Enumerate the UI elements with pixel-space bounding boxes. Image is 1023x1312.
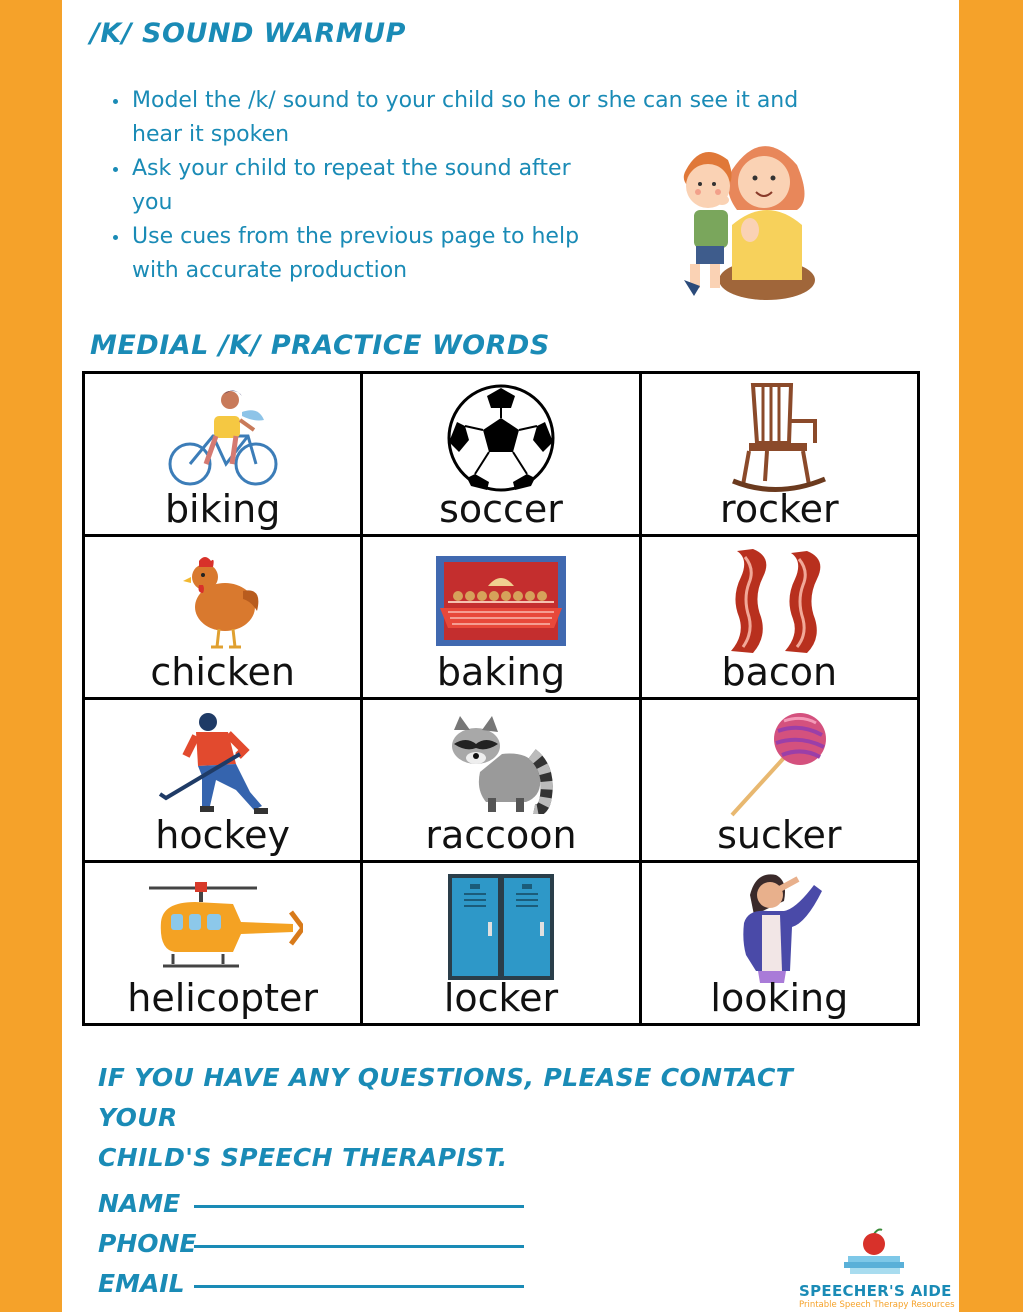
word-label: rocker (720, 487, 839, 531)
word-card (362, 373, 640, 536)
warmup-bullet: • Use cues from the previous page to help with accurate production (130, 220, 612, 288)
email-blank-line[interactable] (194, 1285, 524, 1288)
word-label: looking (710, 976, 849, 1020)
word-label: locker (443, 976, 559, 1020)
word-label: soccer (439, 487, 563, 531)
speechers-aide-logo (799, 1226, 955, 1310)
lollipop-icon (642, 708, 917, 820)
locker-icon (363, 871, 638, 983)
word-label: hockey (155, 813, 291, 857)
rocking-chair-icon (642, 382, 917, 494)
chicken-icon (85, 545, 360, 657)
phone-label: PHONE (98, 1229, 197, 1258)
hockey-player-icon (85, 708, 360, 820)
helicopter-icon (85, 871, 360, 983)
word-label: raccoon (425, 813, 577, 857)
word-card (84, 536, 362, 699)
warmup-heading: /K/ SOUND WARMUP (90, 18, 406, 49)
word-card (84, 373, 362, 536)
word-card (84, 862, 362, 1025)
phone-field-row (98, 1218, 858, 1258)
warmup-bullet: • Model the /k/ sound to your child so he or she can see it and hear it spoken (130, 84, 850, 152)
word-card (640, 373, 918, 536)
word-card (640, 536, 918, 699)
practice-words-grid (82, 371, 920, 1026)
phone-blank-line[interactable] (194, 1245, 524, 1248)
oven-icon (363, 545, 638, 657)
email-label: EMAIL (98, 1269, 185, 1298)
name-field-row (98, 1178, 858, 1218)
bacon-icon (642, 545, 917, 657)
word-label: biking (164, 487, 281, 531)
word-label: sucker (717, 813, 842, 857)
word-card (84, 699, 362, 862)
apple-books-icon (834, 1226, 914, 1276)
word-card (362, 536, 640, 699)
word-label: bacon (721, 650, 838, 694)
contact-section (98, 1058, 858, 1298)
worksheet-page (62, 0, 959, 1312)
word-card (362, 699, 640, 862)
word-card (640, 699, 918, 862)
word-label: helicopter (127, 976, 319, 1020)
bicycle-rider-icon (85, 382, 360, 494)
parent-child-illustration (672, 130, 822, 305)
soccer-ball-icon (363, 382, 638, 494)
contact-message-line: IF YOU HAVE ANY QUESTIONS, PLEASE CONTACT YOUR (98, 1063, 794, 1132)
logo-subtitle: Printable Speech Therapy Resources (799, 1300, 955, 1310)
word-label: baking (436, 650, 566, 694)
word-card (362, 862, 640, 1025)
practice-heading: MEDIAL /K/ PRACTICE WORDS (90, 330, 550, 361)
contact-message-line: CHILD'S SPEECH THERAPIST. (98, 1143, 508, 1172)
name-blank-line[interactable] (194, 1205, 524, 1208)
name-label: NAME (98, 1189, 181, 1218)
word-card (640, 862, 918, 1025)
woman-looking-icon (642, 871, 917, 983)
logo-title: SPEECHER'S AIDE (799, 1282, 952, 1300)
email-field-row (98, 1258, 858, 1298)
warmup-bullet: • Ask your child to repeat the sound after you (130, 152, 612, 220)
raccoon-icon (363, 708, 638, 820)
word-label: chicken (150, 650, 295, 694)
